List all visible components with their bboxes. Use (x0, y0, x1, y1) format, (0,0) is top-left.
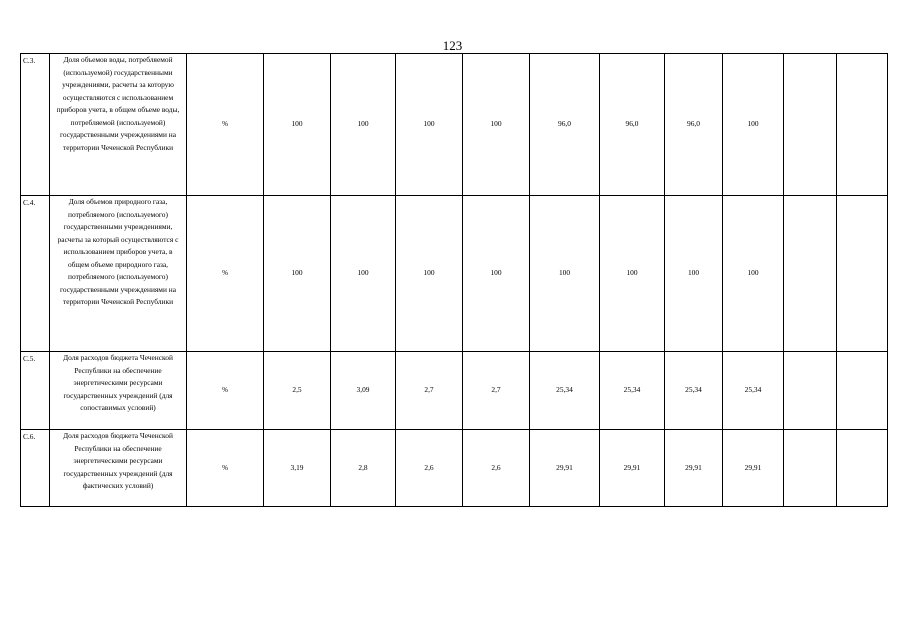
value-cell: 100 (396, 54, 463, 196)
value-cell: 2,5 (264, 352, 331, 430)
table-row (21, 352, 888, 430)
indicator-code-cell: С.3. (21, 54, 50, 196)
value-cell: 25,34 (600, 352, 665, 430)
value-cell: 100 (331, 196, 396, 352)
value-cell (837, 430, 888, 507)
indicators-table (20, 53, 888, 507)
value-cell: 100 (530, 196, 600, 352)
value-cell (784, 352, 837, 430)
value-cell (837, 54, 888, 196)
value-cell: 29,91 (600, 430, 665, 507)
value-cell: 2,7 (463, 352, 530, 430)
value-cell (784, 196, 837, 352)
indicator-code-cell: С.5. (21, 352, 50, 430)
value-cell: 29,91 (723, 430, 784, 507)
value-cell: 25,34 (665, 352, 723, 430)
value-cell: 100 (331, 54, 396, 196)
indicator-description-cell: Доля объемов воды, потребляемой (используемой) государственными учреждениями, расчеты за которую осуществляются с использованием приборов учета, в общем объеме воды, потребляемой (используемой) государственными учреждениями на территории Чеченской Республики (50, 54, 187, 196)
page-number: 123 (442, 38, 463, 53)
unit-cell: % (187, 196, 264, 352)
value-cell: 100 (600, 196, 665, 352)
value-cell: 100 (723, 196, 784, 352)
value-cell: 3,09 (331, 352, 396, 430)
value-cell: 29,91 (530, 430, 600, 507)
value-cell: 96,0 (530, 54, 600, 196)
value-cell: 2,6 (463, 430, 530, 507)
value-cell: 100 (463, 196, 530, 352)
indicator-code-cell: С.6. (21, 430, 50, 507)
value-cell (784, 54, 837, 196)
indicator-description-cell: Доля расходов бюджета Чеченской Республики на обеспечение энергетическими ресурсами государственных учреждений (для сопоставимых условий) (50, 352, 187, 430)
value-cell: 100 (264, 54, 331, 196)
unit-cell: % (187, 430, 264, 507)
value-cell: 96,0 (600, 54, 665, 196)
unit-cell: % (187, 54, 264, 196)
unit-cell: % (187, 352, 264, 430)
table-row (21, 430, 888, 507)
table-row (21, 196, 888, 352)
table-row (21, 54, 888, 196)
value-cell: 100 (723, 54, 784, 196)
value-cell: 2,8 (331, 430, 396, 507)
value-cell: 2,6 (396, 430, 463, 507)
value-cell (837, 196, 888, 352)
value-cell: 3,19 (264, 430, 331, 507)
indicator-description-cell: Доля расходов бюджета Чеченской Республики на обеспечение энергетическими ресурсами государственных учреждений (для фактических условий) (50, 430, 187, 507)
indicator-description-cell: Доля объемов природного газа, потребляемого (используемого) государственными учреждениями, расчеты за который осуществляются с использованием приборов учета, в общем объеме природного газа, потребляемого (используемого) государственными учреждениями на территории Чеченской Республики (50, 196, 187, 352)
value-cell (837, 352, 888, 430)
indicator-code-cell: С.4. (21, 196, 50, 352)
value-cell: 96,0 (665, 54, 723, 196)
value-cell: 25,34 (530, 352, 600, 430)
value-cell: 2,7 (396, 352, 463, 430)
value-cell (784, 430, 837, 507)
value-cell: 100 (264, 196, 331, 352)
value-cell: 100 (665, 196, 723, 352)
value-cell: 100 (396, 196, 463, 352)
value-cell: 100 (463, 54, 530, 196)
value-cell: 29,91 (665, 430, 723, 507)
value-cell: 25,34 (723, 352, 784, 430)
